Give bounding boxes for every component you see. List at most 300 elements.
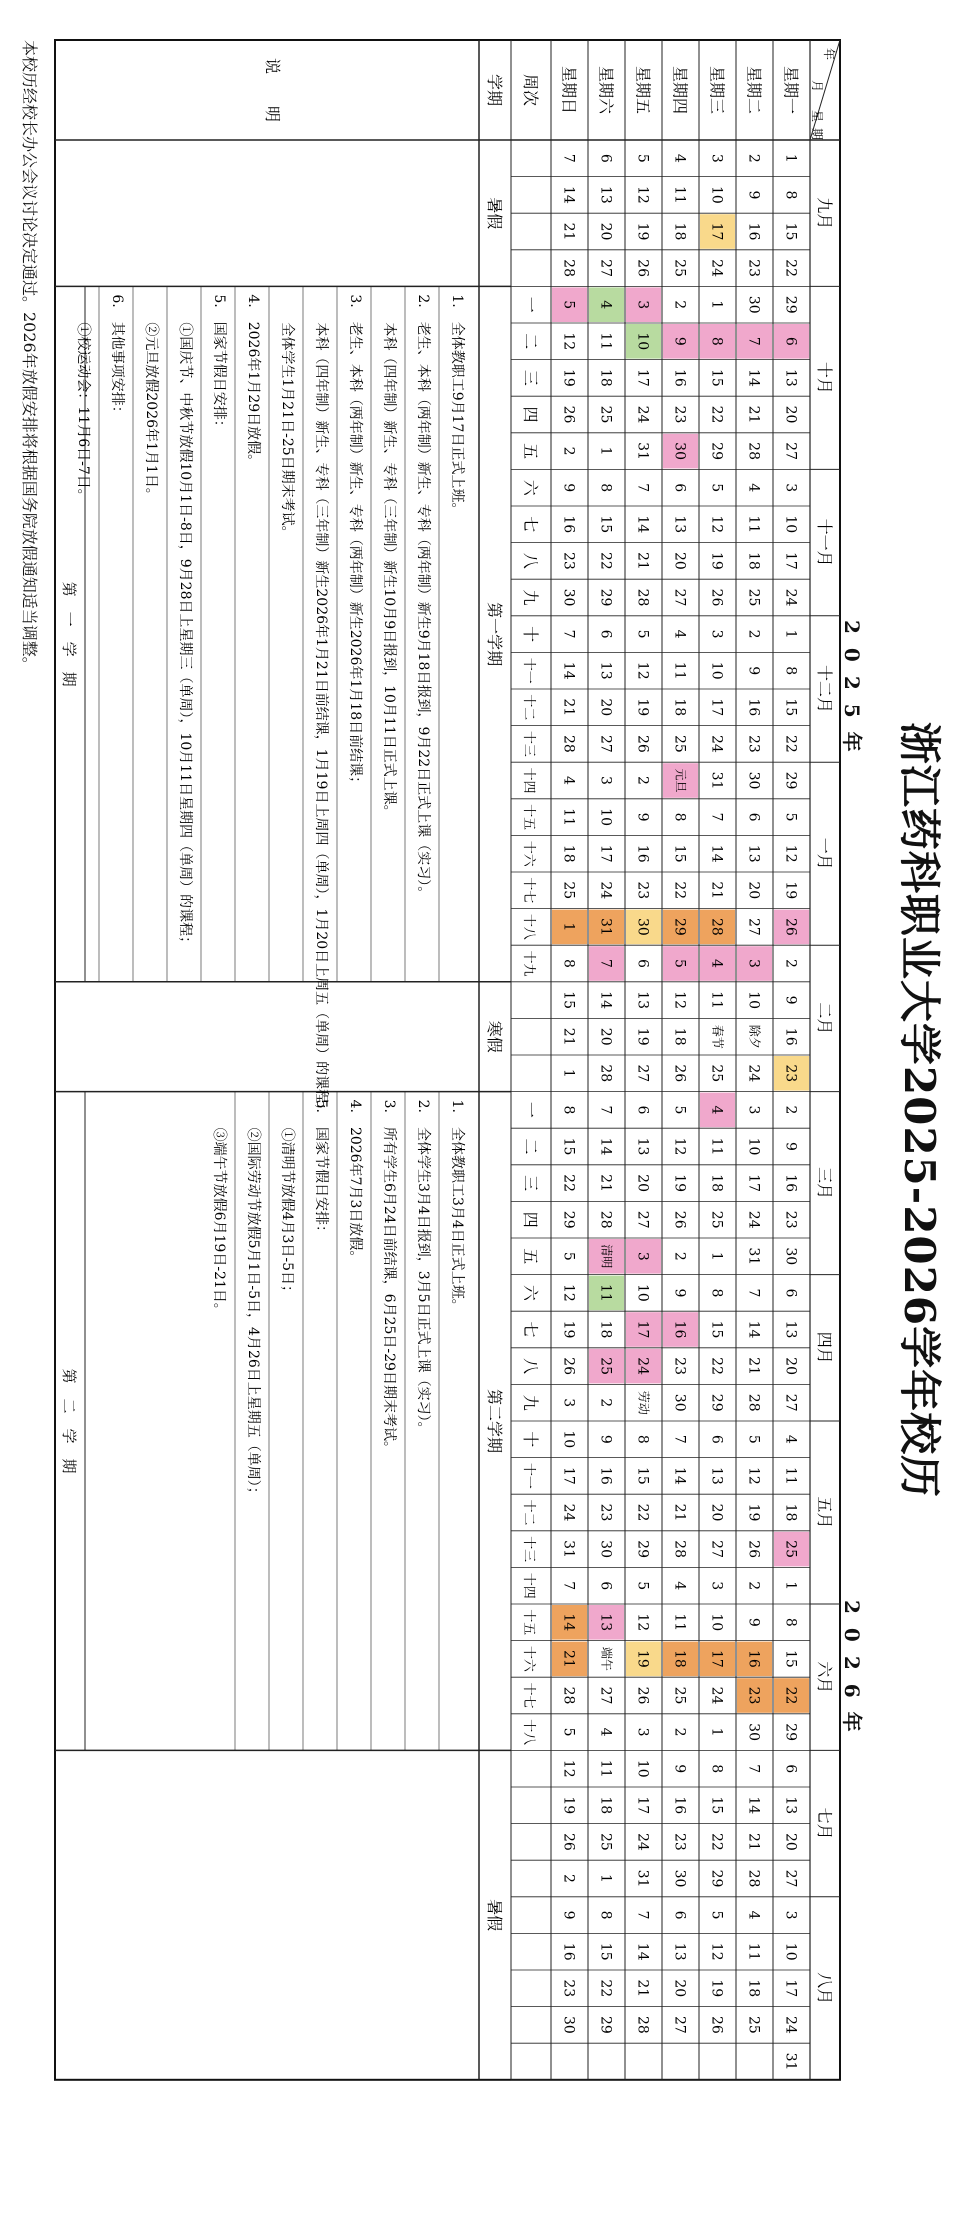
day-cell: 5 xyxy=(708,1910,725,1920)
day-cell: 29 xyxy=(708,442,725,461)
notes-side-label: 说 明 xyxy=(263,57,282,123)
day-cell: 15 xyxy=(708,1320,725,1339)
week-number: 五 xyxy=(521,443,540,460)
term-label: 第一学期 xyxy=(485,602,504,667)
day-cell: 26 xyxy=(560,1357,577,1376)
day-cell: 29 xyxy=(634,1540,651,1559)
week-number: 二 xyxy=(521,333,540,350)
day-cell: 7 xyxy=(560,153,577,163)
notes-term1-line: 5. 国家节假日安排： xyxy=(211,294,227,434)
day-cell: 6 xyxy=(671,1910,688,1920)
notes-term1-side: 第 一 学 期 xyxy=(60,581,78,687)
day-cell: 1 xyxy=(708,1727,725,1737)
week-number: 一 xyxy=(521,296,540,313)
year-2026-label: 2026年 xyxy=(840,1600,864,1746)
week-number: 五 xyxy=(521,1248,540,1265)
day-cell: 22 xyxy=(634,1503,651,1522)
week-number: 十四 xyxy=(521,1572,536,1599)
day-cell: 4 xyxy=(671,153,688,163)
day-cell: 11 xyxy=(671,185,688,204)
day-cell: 28 xyxy=(560,1686,577,1705)
day-cell: 5 xyxy=(634,153,651,163)
day-cell: 5 xyxy=(560,1727,577,1737)
day-cell: 20 xyxy=(782,1832,799,1851)
day-cell: 22 xyxy=(782,1686,799,1705)
day-cell: 15 xyxy=(560,991,577,1010)
day-cell: 12 xyxy=(782,844,799,863)
day-cell: 30 xyxy=(671,1869,688,1888)
day-cell: 4 xyxy=(745,1910,762,1920)
day-cell: 8 xyxy=(782,1617,799,1627)
day-cell: 15 xyxy=(782,1649,799,1668)
day-cell: 13 xyxy=(597,1613,614,1632)
day-cell: 12 xyxy=(708,1942,725,1961)
page-title: 浙江药科职业大学2025-2026学年校历 xyxy=(895,721,944,1499)
day-cell: 23 xyxy=(560,551,577,570)
day-cell: 16 xyxy=(560,1942,577,1961)
day-cell: 7 xyxy=(671,1434,688,1444)
day-cell: 19 xyxy=(671,1174,688,1193)
day-cell: 28 xyxy=(634,2015,651,2034)
month-label: 六月 xyxy=(815,1661,834,1694)
notes-term1-line: 本科（四年制）新生、专科（三年制）新生10月9日报到，10月11日正式上课。 xyxy=(381,294,397,819)
day-cell: 4 xyxy=(708,959,725,968)
day-cell: 9 xyxy=(745,666,762,676)
day-cell: 21 xyxy=(560,222,577,241)
month-label: 十月 xyxy=(815,361,834,394)
notes-term2-line: ②国际劳动节放假5月1日-5日，4月26日上星期五（单周）； xyxy=(245,1099,261,1501)
day-cell: 17 xyxy=(634,1796,651,1815)
day-cell: 19 xyxy=(708,1979,725,1998)
day-cell: 8 xyxy=(671,812,688,822)
day-cell: 16 xyxy=(634,844,651,863)
day-cell: 23 xyxy=(745,259,762,278)
row-label: 星期一 xyxy=(781,65,801,115)
day-cell: 9 xyxy=(560,483,577,493)
day-cell: 25 xyxy=(671,1686,688,1705)
day-cell: 29 xyxy=(782,771,799,790)
day-cell: 17 xyxy=(634,368,651,387)
week-number: 十七 xyxy=(521,1682,536,1709)
day-cell: 22 xyxy=(708,1357,725,1376)
row-label: 周次 xyxy=(521,73,540,107)
day-cell: 24 xyxy=(634,405,651,424)
day-cell: 12 xyxy=(671,1137,688,1156)
day-cell: 19 xyxy=(634,1027,651,1046)
day-cell: 23 xyxy=(671,405,688,424)
day-cell: 27 xyxy=(634,1210,651,1229)
week-number: 十七 xyxy=(521,877,536,904)
week-number: 八 xyxy=(521,1358,540,1375)
week-number: 九 xyxy=(521,1394,540,1411)
month-label: 九月 xyxy=(815,197,834,230)
day-cell: 13 xyxy=(782,1796,799,1815)
row-label: 星期三 xyxy=(707,65,727,115)
day-cell: 28 xyxy=(745,1869,762,1888)
day-cell: 10 xyxy=(634,1283,651,1302)
day-cell: 17 xyxy=(634,1320,651,1339)
day-cell: 12 xyxy=(560,1759,577,1778)
day-cell: 8 xyxy=(782,190,799,200)
day-cell: 13 xyxy=(671,515,688,534)
day-cell: 28 xyxy=(634,588,651,607)
day-cell: 20 xyxy=(597,1027,614,1046)
day-cell: 28 xyxy=(745,442,762,461)
day-cell: 5 xyxy=(634,629,651,639)
day-cell: 3 xyxy=(782,483,799,493)
week-number: 九 xyxy=(521,589,540,606)
notes-term2-line: 3. 所有学生6月24日前结课，6月25日-29日期末考试。 xyxy=(381,1099,397,1455)
day-cell: 5 xyxy=(634,1581,651,1591)
day-cell: 11 xyxy=(597,332,614,351)
row-label: 星期五 xyxy=(633,65,653,115)
day-cell: 19 xyxy=(634,698,651,717)
notes-term1-line: 3. 老生、本科（两年制）新生、专科（两年制）新生2026年1月18日前结课； xyxy=(347,294,363,791)
day-cell: 31 xyxy=(560,1540,577,1559)
day-cell: 25 xyxy=(560,881,577,900)
day-cell: 18 xyxy=(597,1320,614,1339)
day-cell: 1 xyxy=(782,1581,799,1591)
day-cell: 30 xyxy=(671,442,688,461)
day-cell: 14 xyxy=(745,1320,762,1339)
day-cell: 18 xyxy=(597,368,614,387)
day-cell: 15 xyxy=(708,1796,725,1815)
day-cell: 2 xyxy=(745,153,762,163)
day-cell: 14 xyxy=(560,661,577,680)
day-cell: 23 xyxy=(634,881,651,900)
day-cell: 3 xyxy=(708,629,725,639)
month-label: 五月 xyxy=(815,1496,834,1529)
day-cell: 14 xyxy=(745,368,762,387)
day-cell: 12 xyxy=(671,991,688,1010)
week-number: 十八 xyxy=(521,913,536,940)
notes-term1-line: 全体学生1月21日-25日期末考试。 xyxy=(279,294,295,540)
day-cell: 25 xyxy=(782,1540,799,1559)
day-cell: 28 xyxy=(560,734,577,753)
day-cell: 20 xyxy=(597,698,614,717)
day-cell: 27 xyxy=(597,259,614,278)
day-cell: 16 xyxy=(782,1174,799,1193)
day-cell: 13 xyxy=(597,661,614,680)
day-cell: 31 xyxy=(597,917,614,936)
day-cell: 26 xyxy=(671,1064,688,1083)
day-cell: 10 xyxy=(634,1759,651,1778)
day-cell: 2 xyxy=(597,1398,614,1408)
day-cell: 13 xyxy=(782,1320,799,1339)
day-cell: 9 xyxy=(560,1910,577,1920)
day-cell: 21 xyxy=(745,405,762,424)
notes-term1-line: 6. 其他事项安排： xyxy=(109,294,125,420)
day-cell: 30 xyxy=(745,295,762,314)
day-cell: 19 xyxy=(560,1796,577,1815)
day-cell: 18 xyxy=(782,1503,799,1522)
day-cell: 15 xyxy=(671,844,688,863)
day-cell: 18 xyxy=(671,698,688,717)
day-cell: 29 xyxy=(708,1393,725,1412)
week-number: 十六 xyxy=(521,1645,536,1672)
day-cell: 6 xyxy=(782,1288,799,1298)
day-cell: 3 xyxy=(634,1727,651,1737)
day-cell: 3 xyxy=(745,1105,762,1115)
day-cell: 30 xyxy=(671,1393,688,1412)
day-cell: 1 xyxy=(597,1874,614,1883)
corner-year: 年 xyxy=(822,48,836,61)
day-cell: 10 xyxy=(708,661,725,680)
day-cell: 9 xyxy=(671,1288,688,1298)
day-cell: 18 xyxy=(671,1027,688,1046)
day-cell: 27 xyxy=(597,734,614,753)
notes-term1-line: 2. 老生、本科（两年制）新生、专科（两年制）新生9月18日报到，9月22日正式上课（实习）。 xyxy=(415,294,431,901)
day-cell: 4 xyxy=(671,629,688,639)
day-cell: 19 xyxy=(560,368,577,387)
day-cell: 3 xyxy=(745,959,762,968)
week-number: 十三 xyxy=(521,730,536,757)
day-cell: 29 xyxy=(782,1723,799,1742)
day-cell: 7 xyxy=(634,483,651,493)
day-cell: 11 xyxy=(782,1466,799,1485)
day-cell: 25 xyxy=(597,405,614,424)
day-cell: 23 xyxy=(745,1686,762,1705)
day-cell: 30 xyxy=(745,1723,762,1742)
day-cell: 29 xyxy=(560,1210,577,1229)
day-cell: 28 xyxy=(560,259,577,278)
day-cell: 5 xyxy=(708,483,725,493)
day-cell: 清明 xyxy=(599,1244,614,1269)
day-cell: 27 xyxy=(597,1686,614,1705)
day-cell: 24 xyxy=(782,2015,799,2034)
day-cell: 19 xyxy=(634,222,651,241)
day-cell: 29 xyxy=(597,2015,614,2034)
day-cell: 6 xyxy=(634,959,651,968)
day-cell: 8 xyxy=(708,1288,725,1298)
day-cell: 26 xyxy=(708,2015,725,2034)
day-cell: 6 xyxy=(708,1434,725,1444)
week-number: 十 xyxy=(521,626,540,643)
day-cell: 24 xyxy=(708,734,725,753)
week-number: 六 xyxy=(521,479,540,496)
day-cell: 16 xyxy=(560,515,577,534)
day-cell: 17 xyxy=(745,1174,762,1193)
day-cell: 7 xyxy=(745,336,762,346)
day-cell: 5 xyxy=(671,1105,688,1115)
day-cell: 9 xyxy=(745,1617,762,1627)
day-cell: 22 xyxy=(782,259,799,278)
day-cell: 25 xyxy=(671,734,688,753)
day-cell: 11 xyxy=(671,1613,688,1632)
day-cell: 2 xyxy=(782,959,799,968)
day-cell: 10 xyxy=(745,991,762,1010)
day-cell: 4 xyxy=(560,776,577,785)
day-cell: 13 xyxy=(745,844,762,863)
day-cell: 25 xyxy=(671,259,688,278)
day-cell: 2 xyxy=(745,1581,762,1591)
day-cell: 12 xyxy=(745,1466,762,1485)
week-number: 四 xyxy=(521,1211,540,1228)
day-cell: 7 xyxy=(634,1910,651,1920)
day-cell: 15 xyxy=(782,698,799,717)
day-cell: 8 xyxy=(708,1764,725,1774)
week-number: 一 xyxy=(521,1101,540,1118)
day-cell: 31 xyxy=(634,1869,651,1888)
row-label: 星期二 xyxy=(744,65,764,115)
day-cell: 2 xyxy=(671,300,688,310)
day-cell: 17 xyxy=(708,698,725,717)
day-cell: 9 xyxy=(745,190,762,200)
day-cell: 14 xyxy=(560,1613,577,1632)
day-cell: 30 xyxy=(745,771,762,790)
day-cell: 20 xyxy=(671,1979,688,1998)
day-cell: 14 xyxy=(634,515,651,534)
day-cell: 14 xyxy=(560,185,577,204)
day-cell: 6 xyxy=(745,812,762,822)
day-cell: 28 xyxy=(597,1064,614,1083)
day-cell: 10 xyxy=(782,515,799,534)
day-cell: 24 xyxy=(634,1357,651,1376)
day-cell: 2 xyxy=(782,1105,799,1115)
day-cell: 13 xyxy=(671,1942,688,1961)
day-cell: 22 xyxy=(597,1979,614,1998)
day-cell: 15 xyxy=(634,1466,651,1485)
notes-term2-line: 4. 2026年7月3日放假。 xyxy=(347,1099,363,1265)
day-cell: 14 xyxy=(708,844,725,863)
notes-term2-line: 1. 全体教职工3月4日正式上班。 xyxy=(449,1099,465,1313)
day-cell: 2 xyxy=(745,629,762,639)
day-cell: 11 xyxy=(671,661,688,680)
day-cell: 13 xyxy=(782,368,799,387)
day-cell: 4 xyxy=(671,1581,688,1591)
day-cell: 31 xyxy=(634,442,651,461)
day-cell: 20 xyxy=(782,405,799,424)
day-cell: 10 xyxy=(782,1942,799,1961)
day-cell: 26 xyxy=(634,1686,651,1705)
day-cell: 16 xyxy=(671,368,688,387)
day-cell: 3 xyxy=(708,153,725,163)
day-cell: 31 xyxy=(708,771,725,790)
year-2025-label: 2025年 xyxy=(840,620,864,766)
day-cell: 27 xyxy=(634,1064,651,1083)
week-number: 六 xyxy=(521,1284,540,1301)
week-number: 七 xyxy=(521,516,540,533)
day-cell: 22 xyxy=(782,734,799,753)
day-cell: 17 xyxy=(782,551,799,570)
day-cell: 29 xyxy=(671,917,688,936)
day-cell: 10 xyxy=(708,1613,725,1632)
notes-term1-line: 4. 2026年1月29日放假。 xyxy=(245,294,261,469)
day-cell: 23 xyxy=(671,1832,688,1851)
day-cell: 22 xyxy=(708,405,725,424)
row-label: 星期六 xyxy=(596,65,616,115)
day-cell: 11 xyxy=(708,1137,725,1156)
day-cell: 13 xyxy=(634,1137,651,1156)
day-cell: 11 xyxy=(560,808,577,827)
day-cell: 4 xyxy=(745,483,762,493)
row-label: 星期日 xyxy=(559,65,579,115)
day-cell: 8 xyxy=(782,666,799,676)
day-cell: 19 xyxy=(708,551,725,570)
day-cell: 21 xyxy=(597,1174,614,1193)
day-cell: 10 xyxy=(708,185,725,204)
term-label: 暑假 xyxy=(485,1899,504,1932)
day-cell: 8 xyxy=(597,1910,614,1920)
day-cell: 25 xyxy=(745,588,762,607)
day-cell: 2 xyxy=(560,1874,577,1883)
day-cell: 6 xyxy=(597,1581,614,1591)
term-label: 暑假 xyxy=(485,197,504,230)
day-cell: 除夕 xyxy=(747,1024,762,1049)
term-label: 寒假 xyxy=(485,1020,504,1053)
day-cell: 29 xyxy=(782,295,799,314)
month-label: 十一月 xyxy=(815,518,834,567)
day-cell: 7 xyxy=(708,812,725,822)
day-cell: 23 xyxy=(745,734,762,753)
day-cell: 5 xyxy=(782,812,799,822)
day-cell: 7 xyxy=(745,1764,762,1774)
day-cell: 26 xyxy=(671,1210,688,1229)
day-cell: 18 xyxy=(745,1979,762,1998)
corner-month: 月 xyxy=(810,80,824,93)
day-cell: 1 xyxy=(560,1068,577,1078)
week-number: 三 xyxy=(521,369,540,386)
day-cell: 7 xyxy=(597,959,614,968)
day-cell: 26 xyxy=(634,259,651,278)
day-cell: 4 xyxy=(782,1434,799,1444)
week-number: 十一 xyxy=(521,657,536,684)
day-cell: 21 xyxy=(560,1649,577,1668)
day-cell: 25 xyxy=(708,1064,725,1083)
day-cell: 21 xyxy=(745,1832,762,1851)
day-cell: 25 xyxy=(597,1357,614,1376)
day-cell: 11 xyxy=(597,1283,614,1302)
notes-term1-line: ①校运动会：11月6日-7日。 xyxy=(75,294,91,503)
day-cell: 5 xyxy=(745,1434,762,1444)
day-cell: 23 xyxy=(782,1210,799,1229)
day-cell: 20 xyxy=(634,1174,651,1193)
day-cell: 端午 xyxy=(599,1646,614,1671)
day-cell: 30 xyxy=(560,2015,577,2034)
day-cell: 30 xyxy=(560,588,577,607)
day-cell: 27 xyxy=(671,588,688,607)
day-cell: 22 xyxy=(597,551,614,570)
day-cell: 4 xyxy=(708,1105,725,1115)
day-cell: 19 xyxy=(560,1320,577,1339)
day-cell: 19 xyxy=(745,1503,762,1522)
week-number: 十五 xyxy=(521,804,536,831)
week-number: 十九 xyxy=(521,950,536,977)
day-cell: 21 xyxy=(560,698,577,717)
week-number: 十 xyxy=(521,1431,540,1448)
day-cell: 15 xyxy=(560,1137,577,1156)
day-cell: 18 xyxy=(708,1174,725,1193)
day-cell: 24 xyxy=(782,588,799,607)
day-cell: 元旦 xyxy=(673,768,688,793)
day-cell: 9 xyxy=(782,1142,799,1151)
day-cell: 劳动 xyxy=(636,1390,651,1415)
week-number: 十四 xyxy=(521,767,536,794)
day-cell: 24 xyxy=(634,1832,651,1851)
day-cell: 7 xyxy=(560,629,577,639)
week-number: 三 xyxy=(521,1175,540,1192)
day-cell: 14 xyxy=(597,1137,614,1156)
day-cell: 10 xyxy=(745,1137,762,1156)
day-cell: 10 xyxy=(634,332,651,351)
day-cell: 26 xyxy=(745,1540,762,1559)
day-cell: 5 xyxy=(671,959,688,968)
day-cell: 15 xyxy=(782,222,799,241)
notes-term1-line: 1. 全体教职工9月17日正式上班。 xyxy=(449,294,465,517)
day-cell: 18 xyxy=(671,222,688,241)
day-cell: 26 xyxy=(560,405,577,424)
day-cell: 13 xyxy=(597,185,614,204)
